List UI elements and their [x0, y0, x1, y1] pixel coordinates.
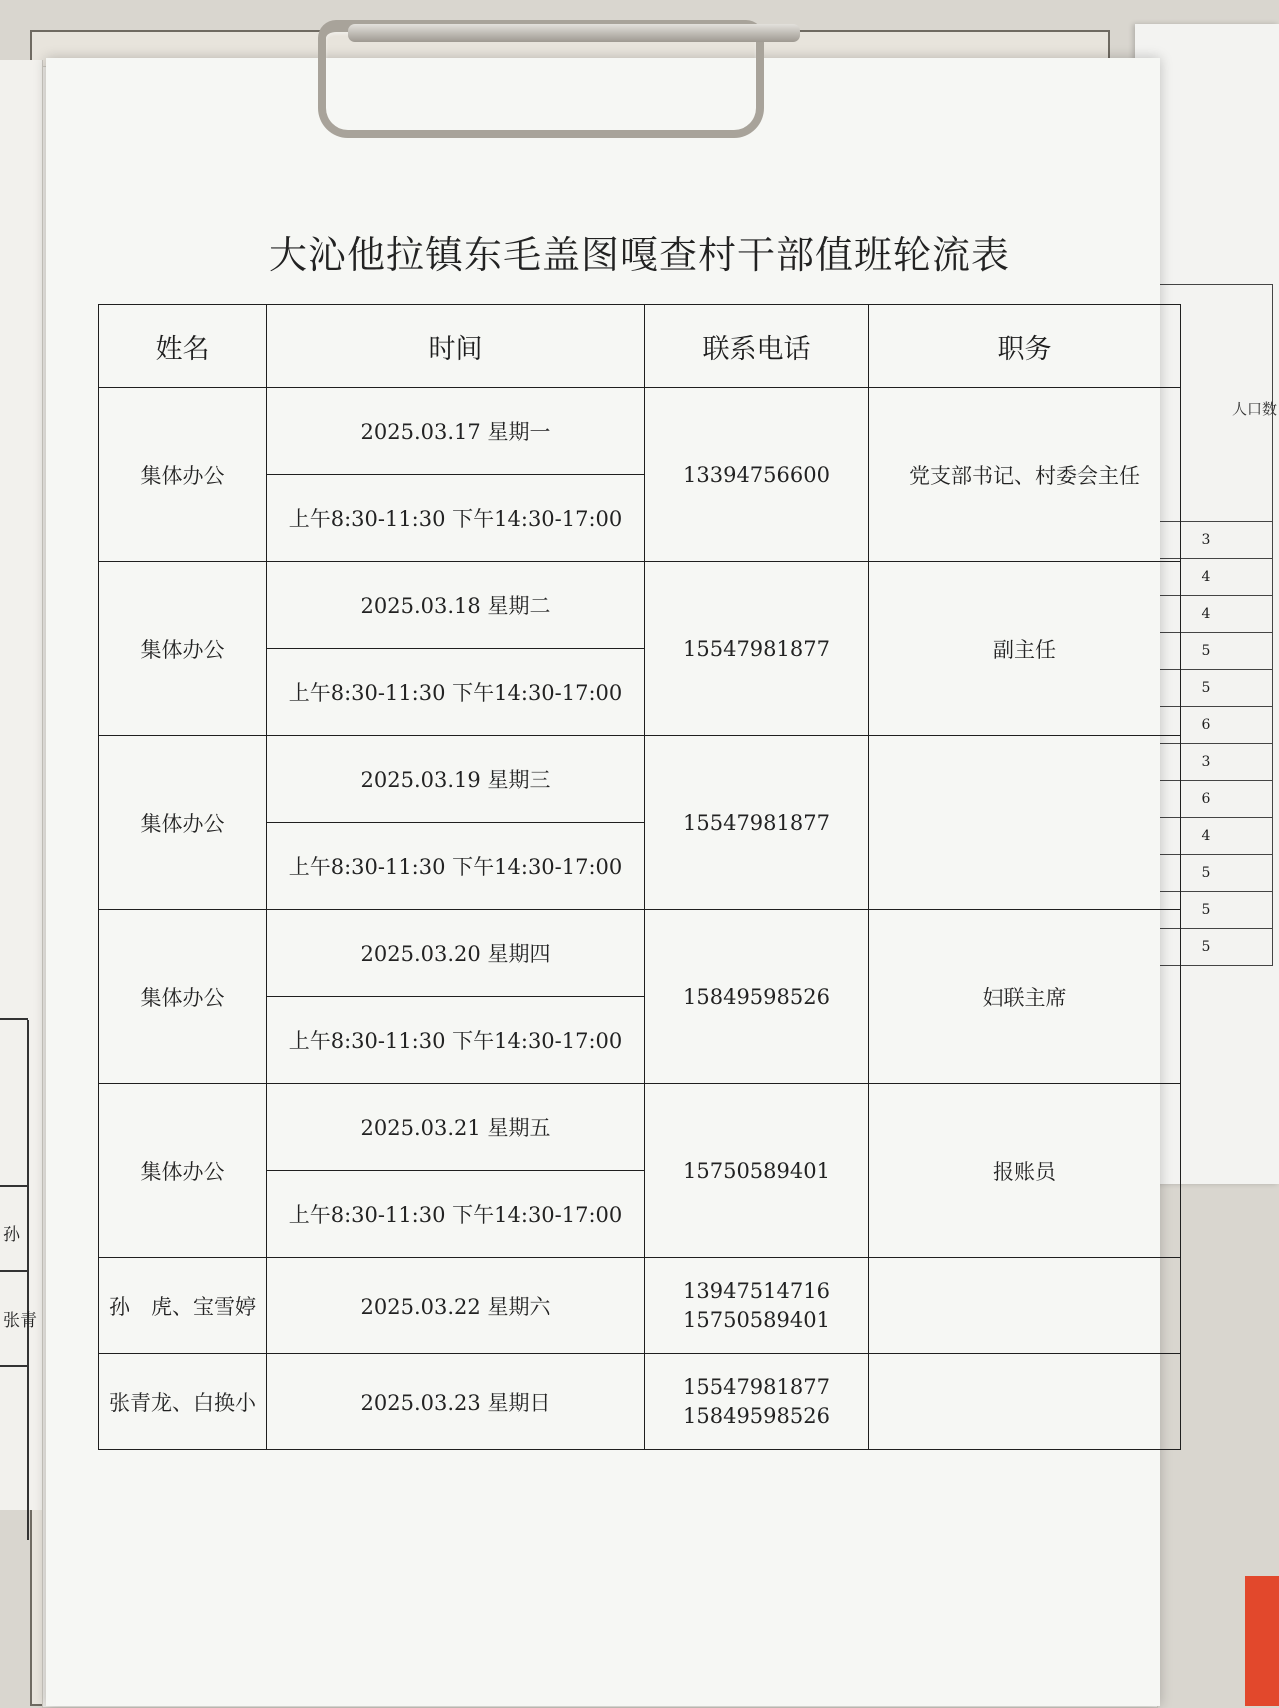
left-sheet-fragment-zhang: 张青: [3, 1311, 37, 1331]
time-cell: 上午8:30-11:30 下午14:30-17:00: [267, 1171, 645, 1258]
date-cell: 2025.03.18 星期二: [267, 562, 645, 649]
table-row: [99, 562, 1181, 649]
phone-line: 15547981877: [683, 1375, 830, 1400]
side-value: 3: [1140, 744, 1273, 781]
table-row: [99, 388, 1181, 475]
date-cell: 2025.03.19 星期三: [267, 736, 645, 823]
phone-line: 15849598526: [683, 1403, 830, 1428]
phone-cell: 13394756600: [645, 388, 869, 562]
table-header-row: [99, 305, 1181, 388]
role-cell: [869, 1354, 1181, 1450]
phone-cell: 15849598526: [645, 910, 869, 1084]
side-value: 4: [1140, 559, 1273, 596]
table-row: [99, 910, 1181, 997]
time-cell: 上午8:30-11:30 下午14:30-17:00: [267, 649, 645, 736]
left-table-line: [0, 1365, 28, 1367]
table-row: [99, 1354, 1181, 1450]
side-value: 5: [1140, 670, 1273, 707]
side-value: 6: [1140, 707, 1273, 744]
side-value: 4: [1140, 818, 1273, 855]
role-cell: 妇联主席: [869, 910, 1181, 1084]
header-time: 时间: [267, 305, 645, 388]
red-corner-object: [1245, 1576, 1279, 1706]
name-cell: 集体办公: [99, 562, 267, 736]
left-sheet-fragment-sun: 孙: [3, 1225, 20, 1245]
name-cell: 张青龙、白换小: [99, 1354, 267, 1450]
table-row: [99, 1258, 1181, 1354]
date-cell: 2025.03.21 星期五: [267, 1084, 645, 1171]
table-row: [99, 736, 1181, 823]
date-cell: 2025.03.22 星期六: [267, 1258, 645, 1354]
name-cell: 集体办公: [99, 910, 267, 1084]
document-title: 大沁他拉镇东毛盖图嘎查村干部值班轮流表: [268, 233, 1010, 277]
name-cell: 集体办公: [99, 1084, 267, 1258]
header-role: 职务: [869, 305, 1181, 388]
phone-cell: [645, 1354, 869, 1450]
side-value: 3: [1140, 522, 1273, 559]
side-value: 6: [1140, 781, 1273, 818]
phone-cell: 15750589401: [645, 1084, 869, 1258]
metal-clip-bar: [348, 24, 800, 42]
duty-rotation-table: [98, 304, 1181, 1450]
phone-line: 13947514716: [683, 1279, 830, 1304]
role-cell: 党支部书记、村委会主任: [869, 388, 1181, 562]
left-table-line: [0, 1185, 28, 1187]
role-cell: 副主任: [869, 562, 1181, 736]
date-cell: 2025.03.23 星期日: [267, 1354, 645, 1450]
role-cell: [869, 736, 1181, 910]
phone-cell: 15547981877: [645, 562, 869, 736]
date-cell: 2025.03.17 星期一: [267, 388, 645, 475]
phone-cell: [645, 1258, 869, 1354]
name-cell: 孙 虎、宝雪婷: [99, 1258, 267, 1354]
time-cell: 上午8:30-11:30 下午14:30-17:00: [267, 997, 645, 1084]
left-table-line: [0, 1018, 28, 1020]
side-value: 5: [1140, 855, 1273, 892]
date-cell: 2025.03.20 星期四: [267, 910, 645, 997]
role-cell: [869, 1258, 1181, 1354]
time-cell: 上午8:30-11:30 下午14:30-17:00: [267, 823, 645, 910]
side-value: 5: [1140, 929, 1273, 966]
name-cell: 集体办公: [99, 736, 267, 910]
left-table-vertical-line: [27, 1020, 29, 1540]
phone-cell: 15547981877: [645, 736, 869, 910]
phone-line: 15750589401: [683, 1307, 830, 1332]
header-name: 姓名: [99, 305, 267, 388]
header-phone: 联系电话: [645, 305, 869, 388]
side-value: 4: [1140, 596, 1273, 633]
side-value: 5: [1140, 633, 1273, 670]
role-cell: 报账员: [869, 1084, 1181, 1258]
left-table-line: [0, 1270, 28, 1272]
side-value: 5: [1140, 892, 1273, 929]
name-cell: 集体办公: [99, 388, 267, 562]
time-cell: 上午8:30-11:30 下午14:30-17:00: [267, 475, 645, 562]
right-sheet-label: 人口数: [1232, 400, 1278, 418]
table-row: [99, 1084, 1181, 1171]
